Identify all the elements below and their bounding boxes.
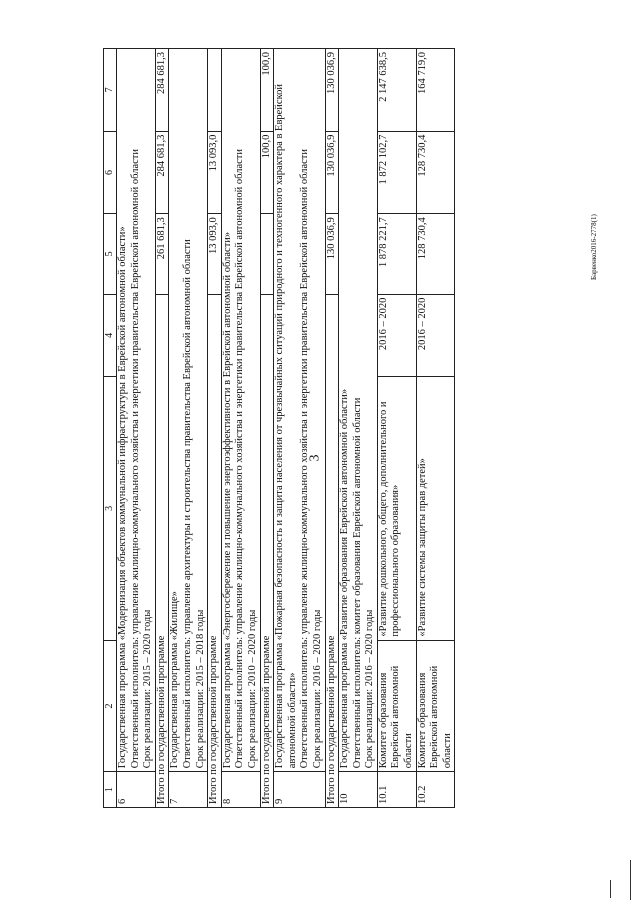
program-description — [221, 49, 260, 772]
value-cell — [208, 49, 222, 132]
program-term: Срок реализации: 2016 – 2020 годы — [311, 609, 323, 769]
value-cell — [260, 214, 274, 294]
program-term: Срок реализации: 2015 – 2018 годы — [194, 609, 206, 769]
header-row — [104, 49, 117, 808]
row-number: 6 — [117, 772, 156, 808]
budget-table — [103, 48, 455, 808]
total-label: Итого по государственной программе — [155, 294, 169, 807]
value-cell: 130 036,9 — [325, 214, 339, 294]
value-cell: 284 681,3 — [155, 131, 169, 214]
subprogram-cell: «Развитие системы защиты прав детей» — [416, 377, 455, 640]
value-cell: 13 093,0 — [208, 214, 222, 294]
row-number: 8 — [221, 772, 260, 808]
value-cell: 13 093,0 — [208, 131, 222, 214]
total-row — [208, 49, 222, 808]
value-cell: 130 036,9 — [325, 131, 339, 214]
program-row — [169, 49, 208, 808]
program-row — [117, 49, 156, 808]
program-executor: Ответственный исполнитель: управление жилищно-коммунального хозяйства и энергетики правительства Еврейской автономной области — [129, 148, 141, 769]
program-title: Государственная программа «Жилище» — [169, 591, 181, 769]
document-code: Барвенко2016-2778(1) — [590, 214, 598, 280]
organization-cell: Комитет образования Еврейской автономной области — [377, 640, 416, 772]
program-row — [221, 49, 260, 808]
total-row — [325, 49, 339, 808]
total-row — [260, 49, 274, 808]
program-executor: Ответственный исполнитель: управление архитектуры и строительства правительства Еврейской автономной области — [181, 239, 193, 769]
scan-edge-line — [610, 880, 611, 898]
value-cell: 2 147 638,5 — [377, 49, 416, 132]
total-row — [155, 49, 169, 808]
row-number: 10.2 — [416, 772, 455, 808]
value-cell: 100,0 — [260, 131, 274, 214]
total-label: Итого по государственной программе — [208, 294, 222, 807]
program-title: Государственная программа «Пожарная безопасность и защита населения от чрезвычайных ситуаций природного и техногенного характера в Еврейской автономной области» — [274, 83, 298, 769]
value-cell: 1 878 221,7 — [377, 214, 416, 294]
page-number: 3 — [307, 454, 323, 462]
program-title: Государственная программа «Модернизация объектов коммунальной инфраструктуры в Еврейской автономной области» — [117, 226, 128, 769]
budget-table-rotated — [103, 48, 557, 808]
organization-cell: Комитет образования Еврейской автономной области — [416, 640, 455, 772]
header-cell: 5 — [104, 214, 117, 294]
value-cell: 261 681,3 — [155, 214, 169, 294]
program-title: Государственная программа «Развитие образования Еврейской автономной области» — [339, 388, 351, 769]
row-number: 10 — [339, 772, 378, 808]
total-label: Итого по государственной программе — [260, 294, 274, 807]
program-term: Срок реализации: 2016 – 2020 годы — [364, 609, 376, 769]
value-cell: 284 681,3 — [155, 49, 169, 132]
header-cell: 1 — [104, 772, 117, 808]
program-title: Государственная программа «Энергосбережение и повышение энергоэффективности в Еврейской автономной области» — [221, 231, 233, 769]
header-cell: 2 — [104, 640, 117, 772]
value-cell: 100,0 — [260, 49, 274, 132]
program-description — [117, 49, 156, 772]
value-cell: 164 719,0 — [416, 49, 455, 132]
scan-edge-line — [630, 860, 631, 900]
program-executor: Ответственный исполнитель: комитет образования Еврейской автономной области — [351, 397, 363, 769]
header-cell: 7 — [104, 49, 117, 132]
header-cell: 4 — [104, 294, 117, 377]
value-cell: 128 730,4 — [416, 131, 455, 214]
program-executor: Ответственный исполнитель: управление жилищно-коммунального хозяйства и энергетики правительства Еврейской автономной области — [234, 148, 246, 769]
header-cell: 3 — [104, 377, 117, 640]
program-term: Срок реализации: 2015 – 2020 годы — [142, 609, 154, 769]
header-cell: 6 — [104, 131, 117, 214]
row-number: 9 — [274, 772, 325, 808]
value-cell: 128 730,4 — [416, 214, 455, 294]
program-row — [339, 49, 378, 808]
program-description — [169, 49, 208, 772]
value-cell: 130 036,9 — [325, 49, 339, 132]
value-cell: 1 872 102,7 — [377, 131, 416, 214]
program-executor: Ответственный исполнитель: управление жилищно-коммунального хозяйства и энергетики правительства Еврейской автономной области — [299, 148, 311, 769]
program-description — [339, 49, 378, 772]
subprogram-row — [416, 49, 455, 808]
subprogram-row — [377, 49, 416, 808]
total-label: Итого по государственной программе — [325, 294, 339, 807]
program-row — [274, 49, 325, 808]
period-cell: 2016 – 2020 — [377, 294, 416, 377]
program-term: Срок реализации: 2010 – 2020 годы — [246, 609, 258, 769]
subprogram-cell: «Развитие дошкольного, общего, дополнительного и профессионального образования» — [377, 377, 416, 640]
row-number: 7 — [169, 772, 208, 808]
period-cell: 2016 – 2020 — [416, 294, 455, 377]
row-number: 10.1 — [377, 772, 416, 808]
program-description — [274, 49, 325, 772]
